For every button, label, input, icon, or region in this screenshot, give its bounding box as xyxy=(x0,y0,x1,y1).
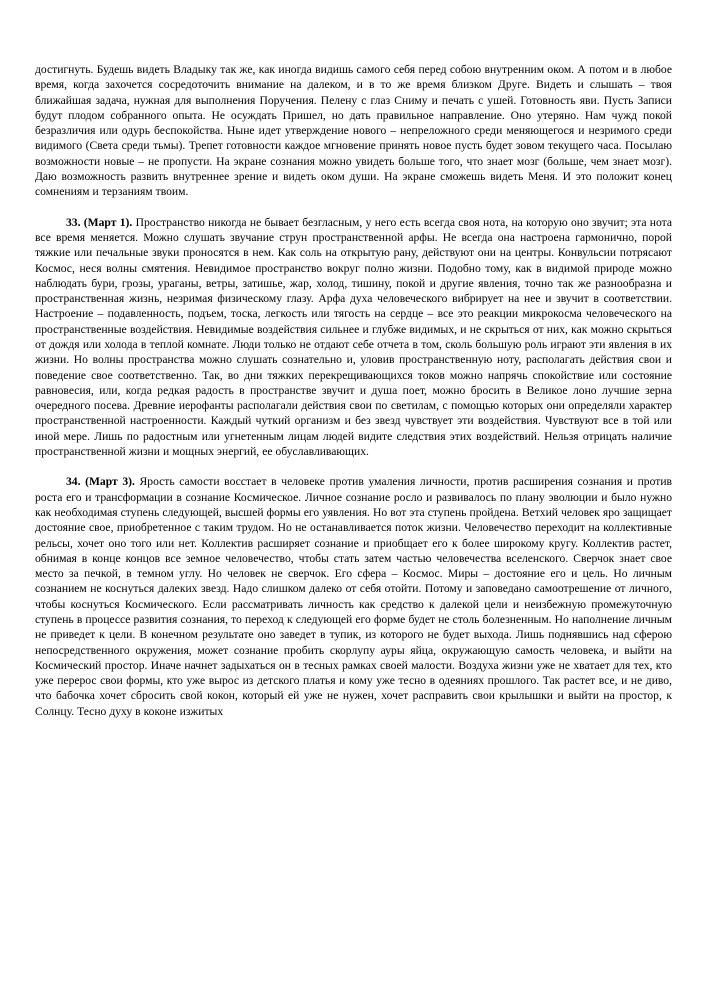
paragraph-note-33 xyxy=(35,215,672,460)
note-number-33: 33. (Март 1). xyxy=(66,215,133,229)
note-number-34: 34. (Март 3). xyxy=(66,475,135,489)
paragraph-note-34 xyxy=(35,474,672,719)
paragraph-text: Пространство никогда не бывает безгласным, у него есть всегда своя нота, на которую оно звучит; эта нота все время меняется. Можно слушать звучание струн пространственной арфы. Не всегда она настроена гармонично, порой тяжкие или печальные звуки проносятся в нем. Как соль на открытую рану, действуют они на центры. Конвульсии потрясают Космос, неся волны смятения. Невидимое пространство вокруг полно жизни. Подобно тому, как в видимой природе можно наблюдать бури, грозы, ураганы, ветры, затишье, жар, холод, тишину, покой и другие явления, точно так же разнообразна и пространственная жизнь, незримая физическому глазу. Арфа духа человеческого вибрирует на нее и звучит в соответствии. Настроение – подавленность, подъем, тоска, легкость или тягость на сердце – все это реакции микрокосма человеческого на пространственные воздействия. Невидимые воздействия сильнее и глубже видимых, и не скрыться от них, как можно скрыться от дождя или холода в теплой комнате. Люди только не отдают себе отчета в том, сколь большую роль играют эти явления в их жизни. Но волны пространства можно слушать сознательно и, уловив пространственную ноту, располагать действия свои и поведение свое соответственно. Так, во дни тяжких перекрещивающихся токов можно напрячь спокойствие или состояние равновесия, или, когда редкая радость в пространстве звучит и душа поет, можно бросить в Великое лоно лучшие зерна очередного посева. Древние иерофанты располагали действия свои по светилам, с помощью которых они определяли характер пространственной настроенности. Каждый чуткий организм и без звезд чувствует эти воздействия. Чувствуют все в той или иной мере. Лишь по радостным или угнетенным лицам людей видите следствия этих воздействий. Нельзя отрицать наличие пространственной жизни и мощных энергий, ее обуславливающих. xyxy=(35,215,673,458)
paragraph-text: достигнуть. Будешь видеть Владыку так же, как иногда видишь самого себя перед собою внутренним оком. А потом и в любое время, когда захочется сосредоточить внимание на далеком, и в то же время близком Друге. Видеть и слышать – твоя ближайшая задача, нужная для выполнения Поручения. Пелену с глаз Сниму и печать с ушей. Готовность яви. Пусть Записи будут плодом собранного опыта. Не осуждать Пришел, но дать правильное направление. Оно утеряно. Нам чужд покой безразличия или одурь беспокойства. Ныне идет утверждение нового – непреложного среди меняющегося и незримого среди видимого (Света среди тьмы). Трепет готовности каждое мгновение принять новое пусть будет зовом текущего часа. Посылаю возможности новые – не пропусти. На экране сознания можно увидеть больше того, что знает мозг (больше, чем знает мозг). Даю возможность развить внутреннее зрение и видеть оком души. На экране сможешь видеть Меня. И это положит конец сомнениям и терзаниям твоим. xyxy=(35,63,672,199)
paragraph-text: Ярость самости восстает в человеке против умаления личности, против расширения сознания и против роста его и трансформации в сознание Космическое. Личное сознание росло и развивалось по плану эволюции и было нужно как необходимая ступень следующей, высшей формы его уявления. Но вот эта ступень пройдена. Ветхий человек яро защищает достояние свое, приобретенное с таким трудом. Но не останавливается поток жизни. Человечество переходит на коллективные рельсы, хочет оно того или нет. Коллектив расширяет сознание и приобщает его к более широкому кругу. Коллектив растет, обнимая в конце концов все земное человечество, чтобы стать затем частью человечества вселенского. Сверчок знает свое место за печкой, в темном углу. Но человек не сверчок. Его сфера – Космос. Миры – достояние его и цель. Но личным сознанием не коснуться далеких звезд. Надо слишком далеко от себя отойти. Потому и заповедано самоотрешение от личного, чтобы коснуться Космического. Если рассматривать личность как средство к далекой цели и неизбежную промежуточную ступень в процессе развития сознания, то переход к следующей его форме будет не столь болезненным. Но наполнение личным не приведет к цели. В конечном результате оно заведет в тупик, из которого не будет выхода. Лишь поднявшись над сферою непосредственного окружения, может сознание пробить скорлупу ауры яйца, окружающую самость человека, и выйти на Космический простор. Иначе начнет задыхаться он в тесных рамках своей малости. Воздуха жизни уже не хватает для тех, кто уже перерос свои формы, кто уже вырос из детского платья и кому уже тесно в одеяниях прошлого. Так растет все, и не диво, что бабочка хочет сбросить свой кокон, который ей уже не нужен, хочет расправить свои крылышки и выйти на простор, к Солнцу. Тесно духу в коконе изжитых xyxy=(35,475,672,718)
paragraph-continued xyxy=(35,62,672,200)
